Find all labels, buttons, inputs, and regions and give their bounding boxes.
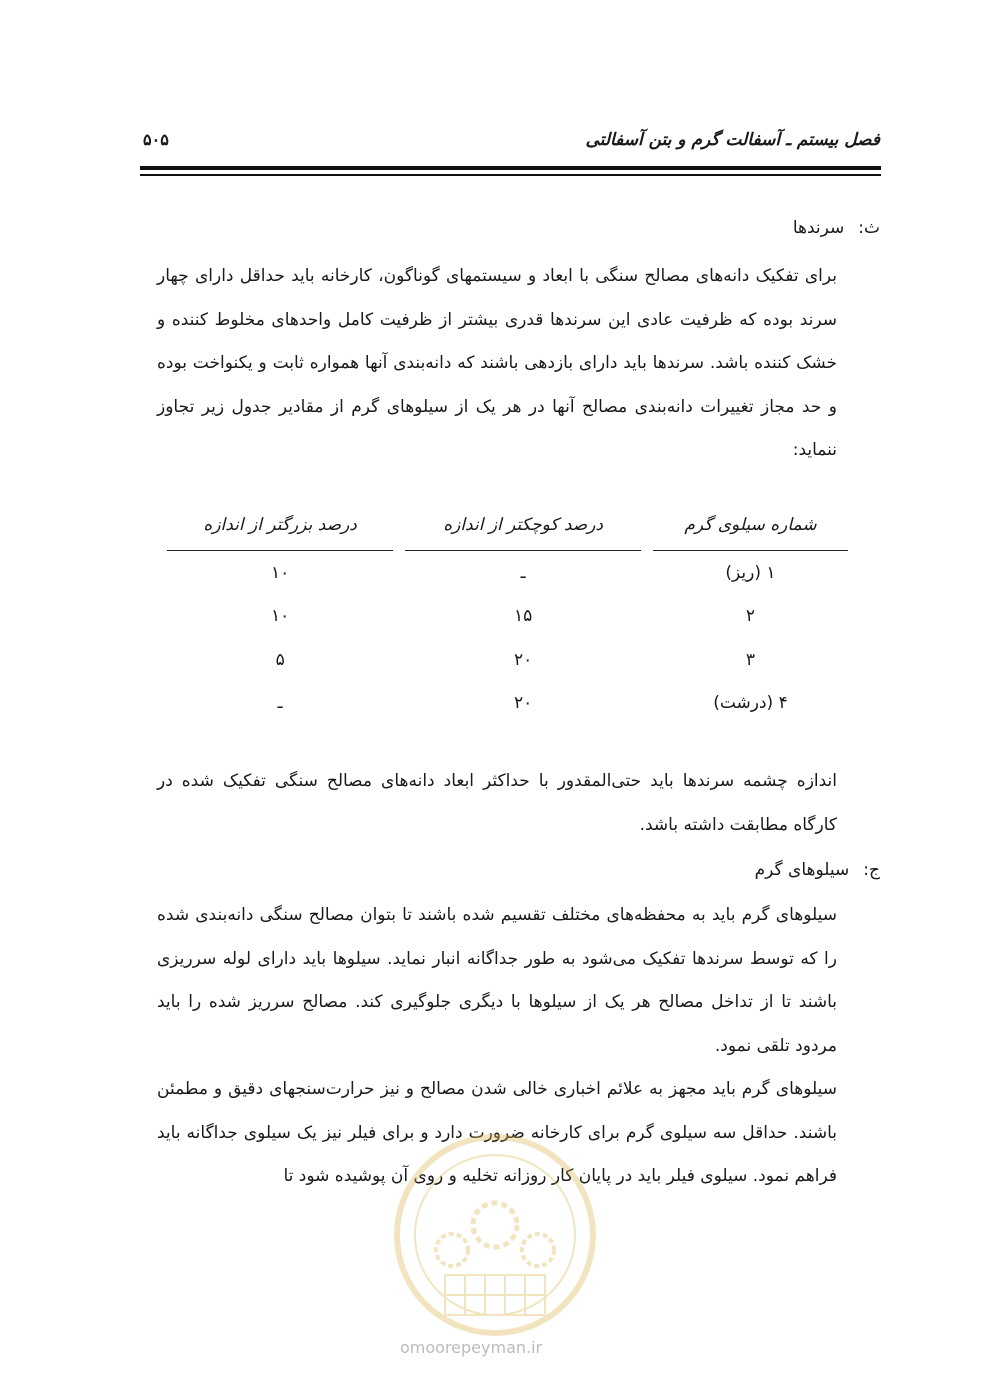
table-cell: ۱۰ xyxy=(271,606,290,627)
table-header-row xyxy=(167,500,848,551)
table-row xyxy=(167,638,848,682)
hot-bin-gradation-table xyxy=(155,500,860,725)
table-cell: ۳ xyxy=(745,649,756,670)
table-cell: ۴ (درشت) xyxy=(713,693,788,714)
table-cell: ۲ xyxy=(745,606,756,627)
column-header-percent-smaller: درصد کوچکتر از اندازه xyxy=(405,500,641,551)
section-letter: ث: xyxy=(858,218,880,238)
page-number: ۵۰۵ xyxy=(143,130,169,149)
section-title: سیلوهای گرم xyxy=(754,860,850,880)
column-header-percent-larger: درصد بزرگتر از اندازه xyxy=(167,500,393,551)
paragraph-screens: برای تفکیک دانه‌های مصالح سنگی با ابعاد و سیستمهای گوناگون، کارخانه باید حداقل دارای چهار سرند بوده که ظرفیت عادی این سرندها قدری بیشتر از ظرفیت کامل واحدهای مخلوط کننده و خشک کننده باشد. سرندها باید دارای بازدهی باشند که دانه‌بندی آنها همواره ثابت و یکنواخت بوده و حد مجاز تغییرات دانه‌بندی مصالح آنها در هر یک از سیلوهای گرم از مقادیر جدول زیر تجاوز ننماید: xyxy=(157,266,837,460)
header-rule-thin xyxy=(140,174,881,176)
table-cell: ۵ xyxy=(275,649,285,670)
section-title: سرندها xyxy=(792,218,845,238)
header-rule-thick xyxy=(140,166,881,170)
section-heading-screens xyxy=(793,218,880,238)
table-row xyxy=(167,595,848,639)
table-cell: ۱ (ریز) xyxy=(725,562,776,583)
chapter-title: فصل بیستم ـ آسفالت گرم و بتن آسفالتی xyxy=(585,130,880,150)
section-letter: ج: xyxy=(863,860,880,880)
paragraph-hot-bins-1: سیلوهای گرم باید به محفظه‌های مختلف تقسیم شده باشند تا بتوان مصالح سنگی دانه‌بندی شده را که توسط سرندها تفکیک می‌شود به طور جداگانه انبار نماید. سیلوها باید دارای لوله سرریزی باشند تا از تداخل مصالح هر یک از سیلوها با دیگری جلوگیری کند. مصالح سرریز شده را باید مردود تلقی نمود. xyxy=(157,905,837,1056)
table-cell: ۱۵ xyxy=(513,606,533,627)
watermark-logo xyxy=(390,1130,600,1340)
table-cell: ـ xyxy=(277,693,283,714)
column-header-bin-number: شماره سیلوی گرم xyxy=(653,500,848,551)
paragraph-hot-bins-2: سیلوهای گرم باید مجهز به علائم اخباری خالی شدن مصالح و نیز حرارت‌سنجهای دقیق و مطمئن باشند. حداقل سه سیلوی گرم برای کارخانه ضرورت دارد و برای فیلر نیز یک سیلوی جداگانه باید فراهم نمود. سیلوی فیلر باید در پایان کار روزانه تخلیه و روی آن پوشیده شود تا xyxy=(157,1079,837,1186)
table-cell: ۲۰ xyxy=(513,693,533,714)
section-heading-hot-bins xyxy=(755,860,880,880)
table-row xyxy=(167,551,848,595)
paragraph-screen-mesh: اندازه چشمه سرندها باید حتی‌المقدور با حداکثر ابعاد دانه‌های مصالح سنگی تفکیک شده در کارگاه مطابقت داشته باشد. xyxy=(157,771,837,835)
table-cell: ۱۰ xyxy=(271,562,290,583)
table-row xyxy=(167,682,848,726)
table-cell: ۲۰ xyxy=(513,649,533,670)
table-cell: ـ xyxy=(520,562,526,583)
watermark-text: omoorepeyman.ir xyxy=(400,1338,543,1357)
